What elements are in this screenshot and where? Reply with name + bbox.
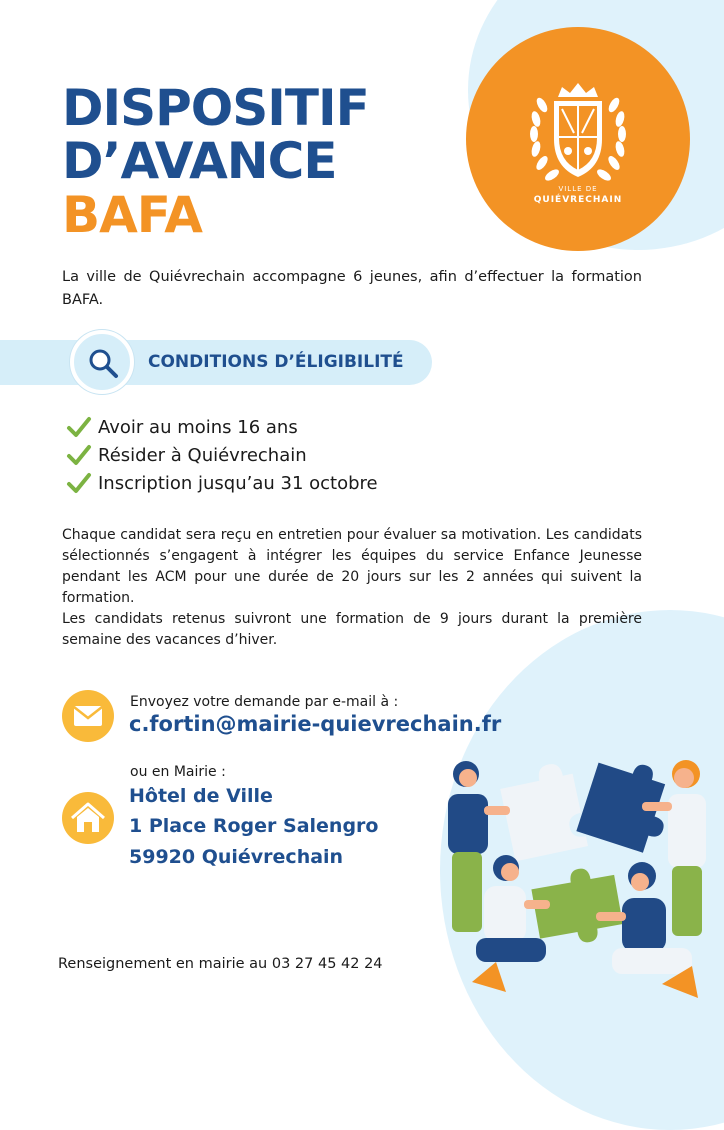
eligibility-title: CONDITIONS D’ÉLIGIBILITÉ [148,352,404,372]
eligibility-item [66,470,378,496]
email-icon-badge [62,690,114,742]
title-line-2: D’AVANCE [62,132,337,190]
town-logo [466,27,690,251]
logo-town-name: QUIÉVRECHAIN [533,195,623,205]
footer-phone-info: Renseignement en mairie au 03 27 45 42 24 [58,956,383,972]
checkmark-icon [66,472,92,494]
eligibility-item-text: Résider à Quiévrechain [98,444,307,466]
envelope-icon [62,690,114,742]
house-icon-badge [62,792,114,844]
checkmark-icon [66,444,92,466]
eligibility-item [66,414,298,440]
puzzle-piece-white [497,760,588,861]
address-line-3: 59920 Quiévrechain [129,846,344,868]
title-line-1: DISPOSITIF [62,79,369,137]
eligibility-item [66,442,307,468]
details-paragraph-1: Chaque candidat sera reçu en entretien pour évaluer sa motivation. Les candidats sélectionnés s’engagent à intégrer les équipes du service Enfance Jeunesse pendant les ACM pour une durée de 20 jours sur les 2 années qui suivent la formation. [62,527,642,606]
coat-of-arms-icon [466,27,690,251]
checkmark-icon [66,416,92,438]
logo-ville-text: VILLE DE [558,185,598,193]
eligibility-item-text: Inscription jusqu’au 31 octobre [98,472,378,494]
address-line-1: Hôtel de Ville [129,785,273,807]
search-icon [87,347,119,379]
title-line-3: BAFA [62,186,202,244]
details-paragraph-2: Les candidats retenus suivront une formation de 9 jours durant la première semaine des vacances d’hiver. [62,611,642,648]
puzzle-team-illustration [436,752,724,1012]
intro-paragraph: La ville de Quiévrechain accompagne 6 jeunes, afin d’effectuer la formation BAFA. [62,269,642,308]
address-line-2: 1 Place Roger Salengro [129,815,379,837]
email-address-link[interactable]: c.fortin@mairie-quievrechain.fr [129,712,502,736]
eligibility-item-text: Avoir au moins 16 ans [98,416,298,438]
house-icon [62,792,114,844]
mairie-label: ou en Mairie : [130,764,226,780]
email-label: Envoyez votre demande par e-mail à : [130,694,399,710]
search-icon-badge [70,330,134,394]
